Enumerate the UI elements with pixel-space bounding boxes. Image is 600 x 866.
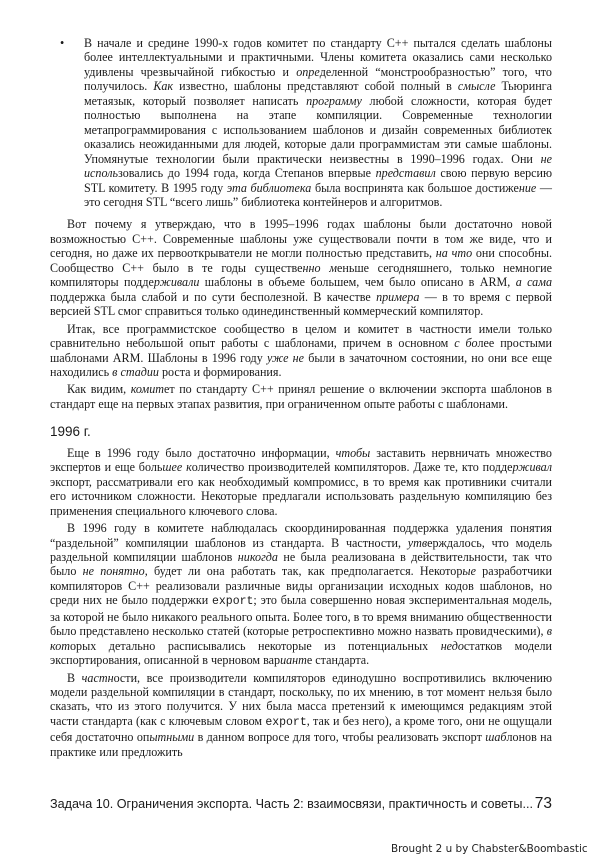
paragraph: Итак, все программистское сообщество в целом и комитет в частности имели только сравнительно небольшой опыт работы с шаблонами, причем в основном с более простыми шаблонами ARM. Шаблоны в 1996 году уже не были в зачаточном состоянии, но они все еще находились в стадии роста и формирования. <box>50 321 552 379</box>
paragraph: Вот почему я утверждаю, что в 1995–1996 годах шаблоны были достаточно новой возможностью C++. Современные шаблоны уже существовали почти в том же виде, что и сегодня, но даже их первооткрыватели не могли полностью представить, на что они способны. Сообщество C++ было в те годы существенно меньше сегодняшнего, только немногие компиляторы поддерживали шаблоны в объеме большем, чем было описано в ARM, а сама поддержка была слабой и по сути бесполезной. В качестве примера — в то время с первой версией STL смог справиться только одинединственный коммерческий компилятор. <box>50 217 552 319</box>
running-title: Задача 10. Ограничения экспорта. Часть 2: взаимосвязи, практичность и советы... <box>50 797 533 811</box>
page-number: 73 <box>534 795 552 812</box>
bullet-icon: • <box>60 36 65 50</box>
credit-line: Brought 2 u by Chabster&Boombastic <box>391 843 588 855</box>
paragraph: Еще в 1996 году было достаточно информации, чтобы заставить нервничать множество экспертов и еще большее количество производителей компиляторов. Даже те, кто поддерживал экспорт, рассматривали его как необходимый компромисс, в то время как противники считали его источником сложности. Некоторые предлагали использовать раздельную компиляцию без применения специального ключевого слова. <box>50 445 552 518</box>
page-body <box>50 36 552 762</box>
bullet-text: В начале и средине 1990-х годов комитет по стандарту C++ пытался сделать шаблоны более интеллектуальными и практичными. Члены комитета оказались сами несколько удивлены чрезвычайной гибкостью и определенной “монстрообразностью” того, что получилось. Как известно, шаблоны представляют собой полный в смысле Тьюринга метаязык, который позволяет написать программу любой сложности, которая будет полностью выполнена на этапе компиляции. Современные технологии метапрограммирования с использованием шаблонов и дизайн современных библиотек оказались неожиданными для людей, которые дали программистам эти самые шаблоны. Упомянутые технологии были практически неизвестны в 1990–1996 годах. Они не использовались до 1994 года, когда Степанов впервые представил свою первую версию STL комитету. В 1995 году эта библиотека была воспринята как большое достижение — это сегодня STL “всего лишь” библиотека контейнеров и алгоритмов. <box>84 36 553 209</box>
page-footer <box>50 795 552 813</box>
bullet-item <box>50 36 552 209</box>
paragraph: В 1996 году в комитете наблюдалась скоординированная поддержка удаления понятия “раздельной” компиляции шаблонов из стандарта. В частности, утверждалось, что модель раздельной компиляции шаблонов никогда не была реализована в действительности, так что было не понятно, будет ли она работать так, как предполагается. Некоторые разработчики компиляторов C++ реализовали различные виды организации исходных кодов шаблонов, но среди них не было поддержки export; это была совершенно новая экспериментальная модель, за которой не было никакого реального опыта. Более того, в то время вниманию общественности было представлено несколько статей (которые ретроспективно можно назвать провидческими), в которых детально расписывались некоторые из потенциальных недостатков модели экспортирования, описанной в черновом варианте стандарта. <box>50 521 553 668</box>
section-heading: 1996 г. <box>50 424 91 440</box>
paragraph: В частности, все производители компиляторов единодушно воспротивились включению модели раздельной компиляции в стандарт, поскольку, по их мнению, в тот момент нельзя было сказать, что из этого получится. У них была масса претензий к имеющимся редакциям этой части стандарта (как с ключевым словом export, так и без него), а кроме того, они не ощущали себя достаточно опытными в данном вопросе для того, чтобы реализовать экспорт шаблонов на практике или предложить <box>50 670 553 759</box>
paragraph: Как видим, комитет по стандарту C++ принял решение о включении экспорта шаблонов в стандарт еще на первых этапах развития, при ограниченном опыте работы с шаблонами. <box>50 382 552 411</box>
